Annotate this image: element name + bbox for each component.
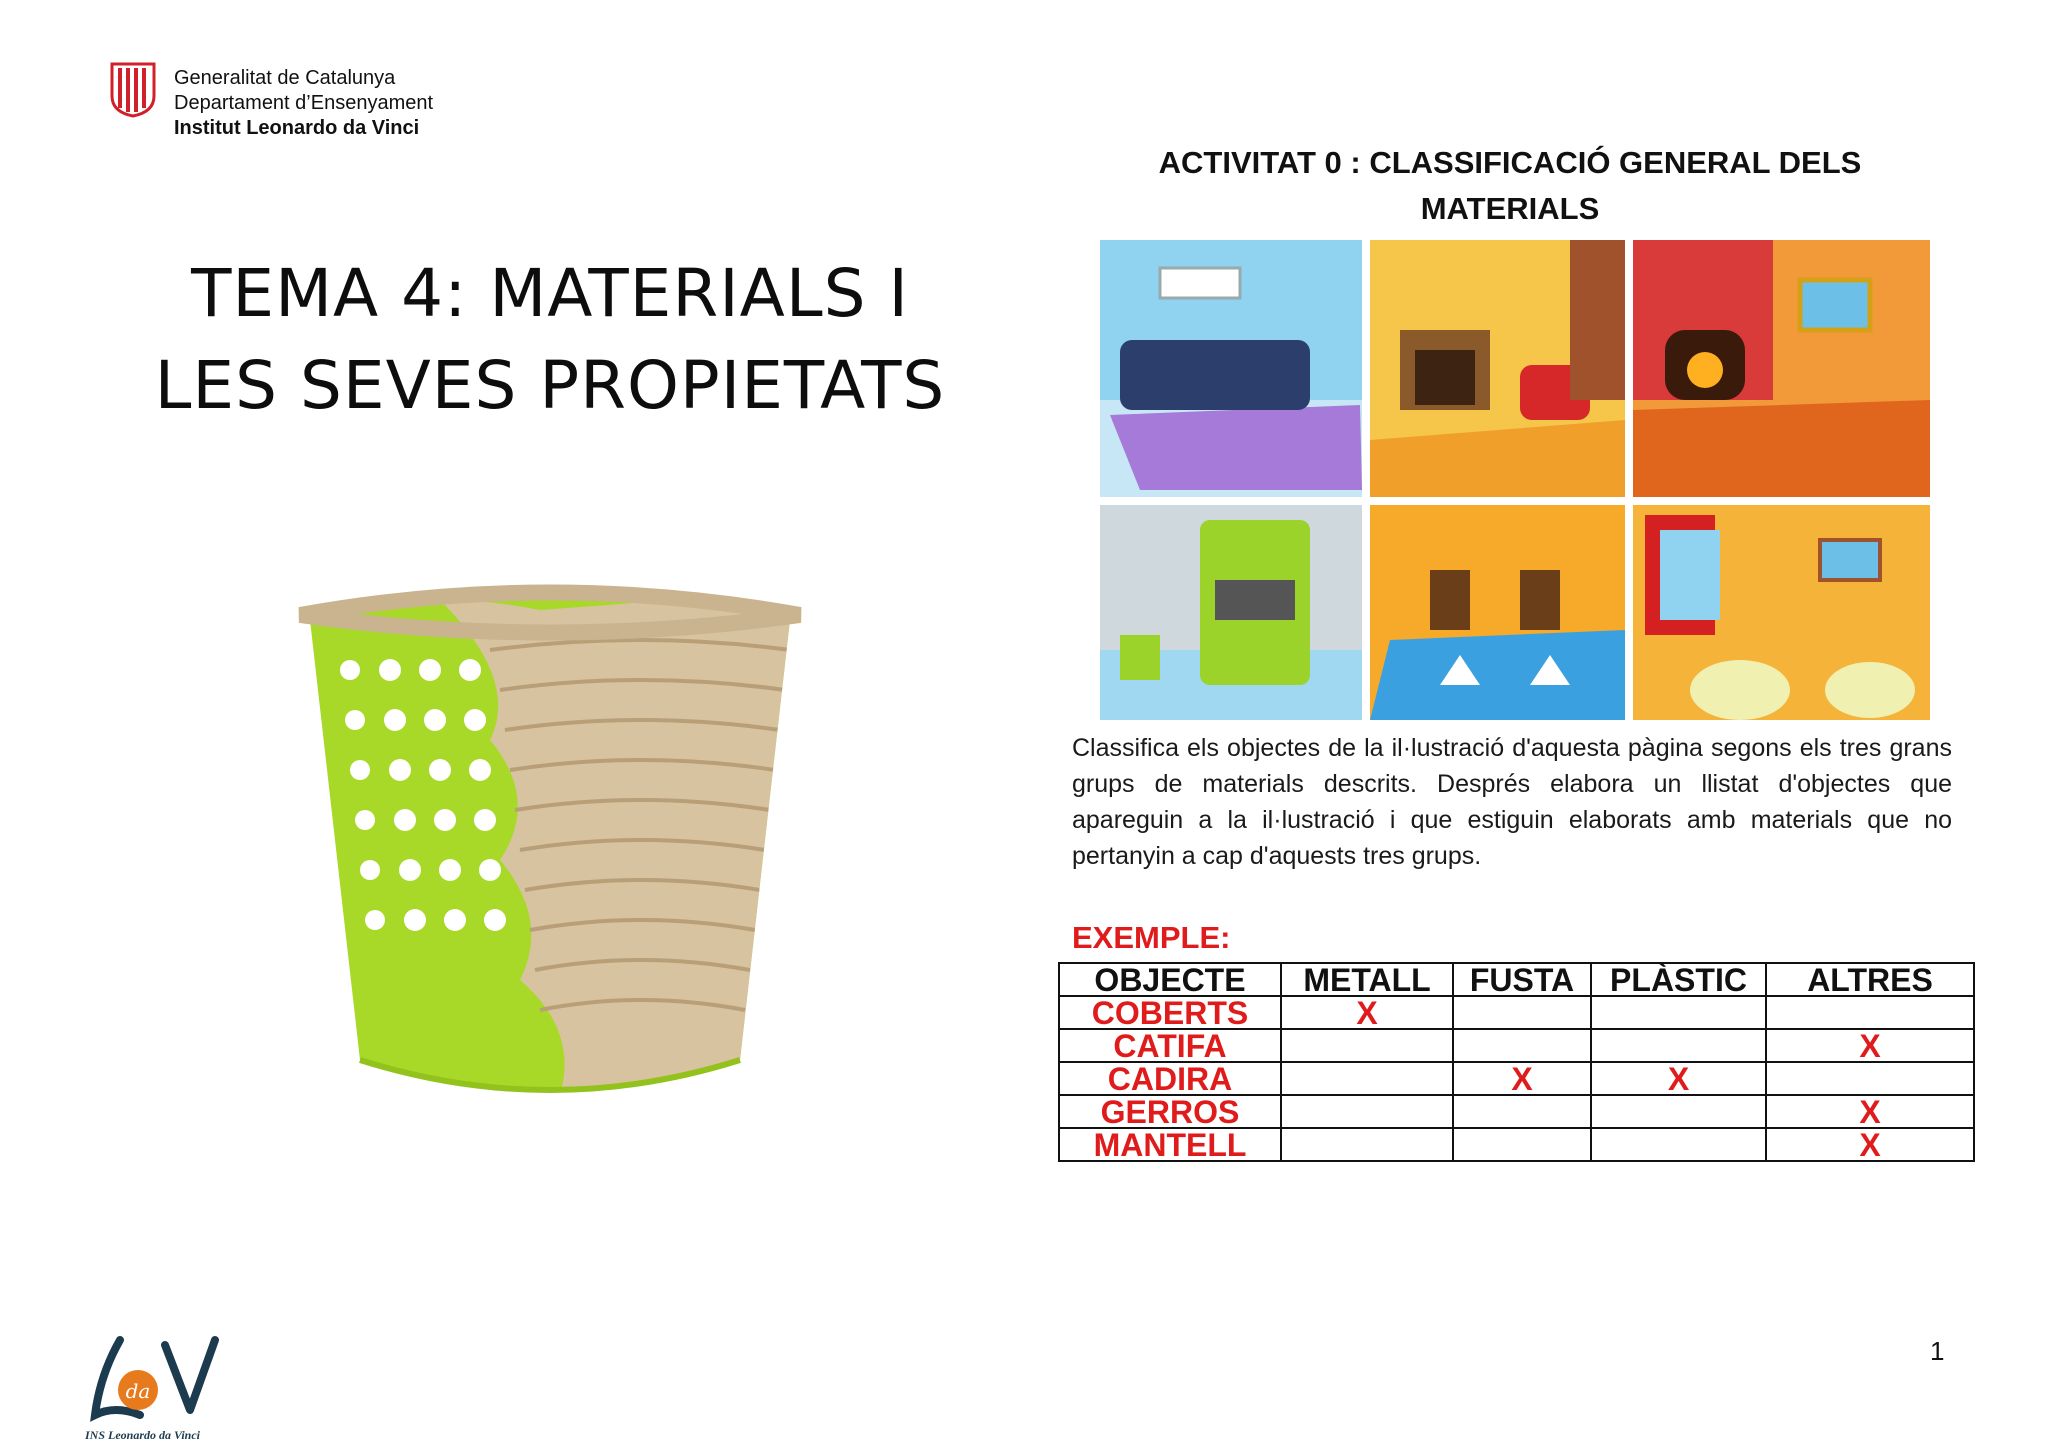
cell-fusta (1453, 1029, 1591, 1062)
generalitat-seal-icon (108, 58, 158, 118)
page-title (110, 248, 990, 432)
cell-metall (1281, 1095, 1453, 1128)
table-row (1059, 1095, 1974, 1128)
logo-caption: INS Leonardo da Vinci (85, 1428, 201, 1442)
title-line-1: TEMA 4: MATERIALS I (191, 255, 909, 332)
scene-fireplace-room (1370, 240, 1625, 497)
cell-object: CATIFA (1059, 1029, 1281, 1062)
cell-altres: X (1766, 1128, 1974, 1161)
table-row (1059, 1128, 1974, 1161)
page-number: 1 (1930, 1336, 1945, 1366)
scene-living-room (1100, 240, 1362, 497)
cell-metall: X (1281, 996, 1453, 1029)
activity-title (1070, 140, 1950, 232)
header-fusta: FUSTA (1453, 963, 1591, 996)
table-header-row (1059, 963, 1974, 996)
header-line-institut: Institut Leonardo da Vinci (174, 117, 420, 139)
cell-fusta (1453, 1095, 1591, 1128)
header-metall: METALL (1281, 963, 1453, 996)
instructions-text: Classifica els objectes de la il·lustració d'aquesta pàgina segons els tres grans grups de materials descrits. Després elabora un llistat d'objectes que apareguin a la il·lustració i que estiguin elaborats amb materials que no pertanyin a cap d'aquests tres grups. (1072, 734, 1952, 870)
activity-title-line-2: MATERIALS (1420, 191, 1600, 226)
leonardo-da-vinci-logo (80, 1335, 230, 1445)
header-altres: ALTRES (1766, 963, 1974, 996)
cell-plastic (1591, 1029, 1766, 1062)
cell-object: COBERTS (1059, 996, 1281, 1029)
cell-plastic (1591, 1095, 1766, 1128)
cell-object: MANTELL (1059, 1128, 1281, 1161)
logo-badge-text: da (125, 1379, 151, 1403)
header-line-generalitat: Generalitat de Catalunya (174, 67, 396, 89)
scene-kitchen (1100, 505, 1362, 720)
table-row (1059, 996, 1974, 1029)
activity-title-line-1: ACTIVITAT 0 : CLASSIFICACIÓ GENERAL DELS (1158, 145, 1862, 180)
cell-plastic (1591, 1128, 1766, 1161)
cell-fusta: X (1453, 1062, 1591, 1095)
cell-altres (1766, 1062, 1974, 1095)
table-row (1059, 1062, 1974, 1095)
cell-metall (1281, 1062, 1453, 1095)
header-institution (108, 58, 528, 148)
cell-altres: X (1766, 1029, 1974, 1062)
title-line-2: LES SEVES PROPIETATS (154, 347, 946, 424)
room-scenes-collage (1100, 240, 1930, 720)
cell-fusta (1453, 996, 1591, 1029)
table-row (1059, 1029, 1974, 1062)
cell-fusta (1453, 1128, 1591, 1161)
example-label: EXEMPLE: (1072, 920, 1231, 955)
cell-altres (1766, 996, 1974, 1029)
cell-metall (1281, 1029, 1453, 1062)
scene-restaurant (1633, 505, 1930, 720)
cell-plastic: X (1591, 1062, 1766, 1095)
scene-brick-fireplace (1633, 240, 1930, 497)
header-line-departament: Departament d’Ensenyament (174, 92, 434, 114)
cell-object: GERROS (1059, 1095, 1281, 1128)
basket-illustration (290, 560, 810, 1120)
cell-object: CADIRA (1059, 1062, 1281, 1095)
cell-metall (1281, 1128, 1453, 1161)
cell-altres: X (1766, 1095, 1974, 1128)
header-plastic: PLÀSTIC (1591, 963, 1766, 996)
cell-plastic (1591, 996, 1766, 1029)
example-table (1058, 962, 1975, 1162)
header-objecte: OBJECTE (1059, 963, 1281, 996)
scene-dining-room (1370, 505, 1625, 720)
